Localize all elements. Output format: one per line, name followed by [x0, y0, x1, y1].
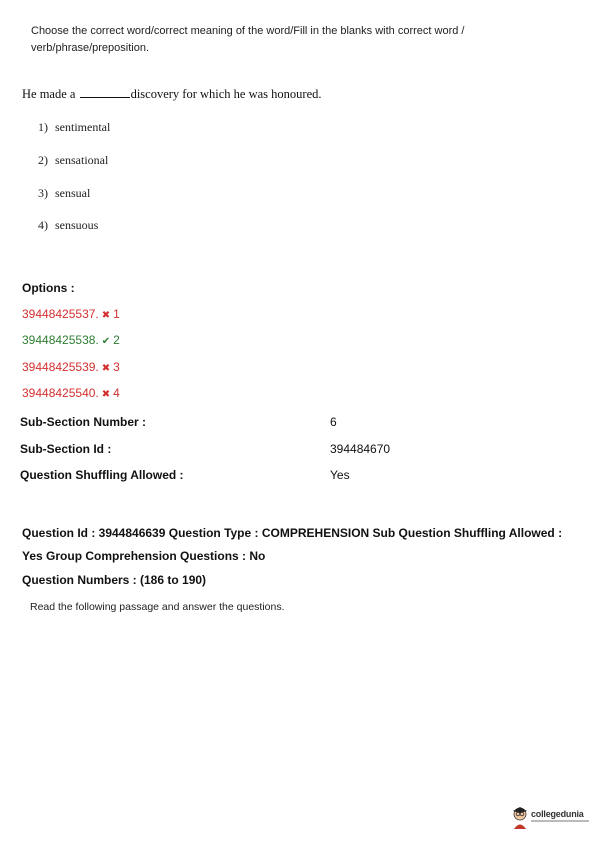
- option-row: [22, 386, 120, 400]
- sub-section-number-label: Sub-Section Number :: [20, 415, 147, 429]
- cross-icon: ✖: [101, 363, 111, 374]
- option-value: 1: [113, 307, 120, 321]
- sub-section-id-value: 394484670: [330, 442, 391, 456]
- choice-item: [38, 120, 110, 135]
- option-row: [22, 307, 120, 321]
- choice-text: sentimental: [55, 120, 111, 134]
- mascot-icon: [510, 805, 530, 829]
- cross-icon: ✖: [101, 389, 111, 400]
- passage-intro: Read the following passage and answer the questions.: [30, 601, 285, 613]
- choice-number: 1): [38, 120, 48, 134]
- option-value: 3: [113, 360, 120, 374]
- question-numbers: Question Numbers : (186 to 190): [22, 573, 207, 587]
- option-id: 39448425537.: [22, 307, 99, 321]
- check-icon: ✔: [101, 336, 111, 347]
- collegedunia-logo: [510, 805, 592, 831]
- question-after-blank: discovery for which he was honoured.: [130, 87, 322, 101]
- choice-number: 3): [38, 186, 48, 200]
- choice-number: 4): [38, 218, 48, 232]
- choice-text: sensuous: [55, 218, 99, 232]
- instructions-text: Choose the correct word/correct meaning of the word/Fill in the blanks with correct word / verb/phrase/preposition.: [31, 25, 465, 54]
- fill-blank: [80, 87, 130, 98]
- question-sentence: [22, 87, 322, 102]
- sub-section-number-value: 6: [330, 415, 337, 429]
- logo-tagline-bar: [531, 820, 589, 822]
- option-value: 4: [113, 386, 120, 400]
- choice-item: [38, 186, 90, 201]
- question-shuffling-label: Question Shuffling Allowed :: [20, 468, 184, 482]
- options-label: Options :: [22, 281, 75, 295]
- question-shuffling-value: Yes: [330, 468, 350, 482]
- choice-number: 2): [38, 153, 48, 167]
- option-row: [22, 333, 120, 347]
- cross-icon: ✖: [101, 310, 111, 321]
- sub-section-id-label: Sub-Section Id :: [20, 442, 112, 456]
- choice-item: [38, 218, 98, 233]
- option-id: 39448425540.: [22, 386, 99, 400]
- logo-text: collegedunia: [531, 809, 584, 819]
- question-before-blank: He made a: [22, 87, 76, 101]
- option-id: 39448425539.: [22, 360, 99, 374]
- choice-text: sensual: [55, 186, 91, 200]
- option-id: 39448425538.: [22, 333, 99, 347]
- option-value: 2: [113, 333, 120, 347]
- choice-item: [38, 153, 108, 168]
- option-row: [22, 360, 120, 374]
- question-header: Question Id : 3944846639 Question Type : COMPREHENSION Sub Question Shuffling Allowed : Yes Group Comprehension Questions : No: [22, 526, 563, 563]
- choice-text: sensational: [55, 153, 109, 167]
